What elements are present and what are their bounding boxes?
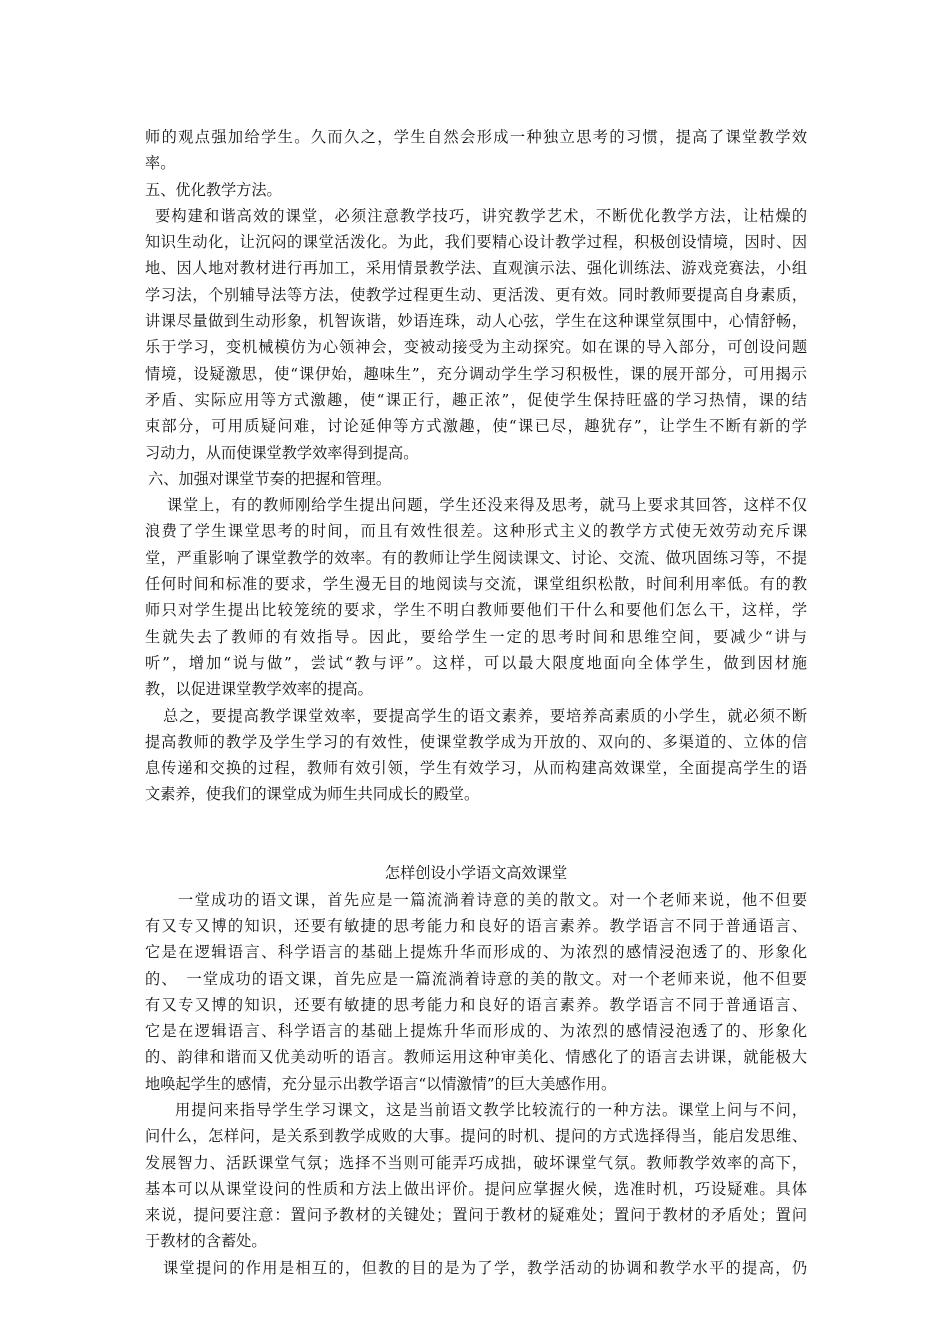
text-line-content: 堂，严重影响了课堂教学的效率。有的教师让学生阅读课文、讨论、交流、做巩固练习等，不提 xyxy=(145,548,807,567)
text-line xyxy=(145,597,807,623)
text-line xyxy=(145,308,807,334)
text-line-content: 讲课尽量做到生动形象，机智诙谐，妙语连珠，动人心弦，学生在这种课堂氛围中，心情舒畅， xyxy=(145,312,807,331)
text-line xyxy=(145,1044,807,1070)
text-line-content: 地唤起学生的感情，充分显示出教学语言“以情激情”的巨大美感作用。 xyxy=(145,1074,617,1093)
text-line-content: 六、加强对课堂节奏的把握和管理。 xyxy=(148,469,391,488)
text-line-content: 基本可以从课堂设问的性质和方法上做出评价。提问应掌握火候，选准时机，巧设疑难。具体 xyxy=(145,1179,807,1198)
section-gap xyxy=(145,834,807,860)
text-line-content: 束部分，可用质疑问难，讨论延伸等方式激趣，使“课已尽，趣犹存”，让学生不断有新的学 xyxy=(145,417,807,436)
text-line xyxy=(145,939,807,965)
text-line-content: 情境，设疑激思，使“课伊始，趣味生”，充分调动学生学习积极性，课的展开部分，可用揭示 xyxy=(145,364,807,383)
text-line xyxy=(145,1018,807,1044)
text-line-content: 五、优化教学方法。 xyxy=(145,180,282,199)
text-line-content: 乐于学习，变机械模仿为心领神会，变被动接受为主动探究。如在课的导入部分，可创设问题 xyxy=(145,338,807,357)
text-line-content: 文素养，使我们的课堂成为师生共同成长的殿堂。 xyxy=(145,785,480,804)
text-line xyxy=(145,703,807,729)
text-line xyxy=(145,624,807,650)
text-line-content: 总之，要提高教学课堂效率，要提高学生的语文素养，要培养高素质的小学生，就必须不断 xyxy=(163,706,807,725)
text-line-content: 课堂提问的作用是相互的，但教的目的是为了学，教学活动的协调和教学水平的提高，仍 xyxy=(163,1258,807,1277)
text-line xyxy=(145,781,807,807)
text-line-content: 于教材的含蓄处。 xyxy=(145,1232,267,1251)
text-line xyxy=(145,1202,807,1228)
text-line xyxy=(145,1176,807,1202)
text-line-content: 教，以促进课堂教学效率的提高。 xyxy=(145,680,373,699)
text-line-content: 地、因人地对教材进行再加工，采用情景教学法、直观演示法、强化训练法、游戏竞赛法，小组 xyxy=(145,259,807,278)
text-line xyxy=(145,518,807,544)
text-line-content: 知识生动化，让沉闷的课堂活泼化。为此，我们要精心设计教学过程，积极创设情境，因时、因 xyxy=(145,233,807,252)
text-line xyxy=(145,571,807,597)
text-line-content: 的、 一堂成功的语文课，首先应是一篇流淌着诗意的美的散文。对一个老师来说，他不但要 xyxy=(145,969,807,988)
text-line xyxy=(145,650,807,676)
text-line xyxy=(145,992,807,1018)
text-line xyxy=(145,440,807,466)
article-section-1 xyxy=(145,124,807,808)
text-line xyxy=(145,676,807,702)
text-line-content: 用提问来指导学生学习课文，这是当前语文教学比较流行的一种方法。课堂上问与不问， xyxy=(175,1100,807,1119)
text-line xyxy=(145,1228,807,1254)
text-line-content: 的、韵律和谐而又优美动听的语言。教师运用这种审美化、情感化了的语言去讲课，就能极大 xyxy=(145,1048,807,1067)
text-line-content: 来说，提问要注意：置问予教材的关键处；置问于教材的疑难处；置问于教材的矛盾处；置问 xyxy=(145,1206,807,1225)
text-line xyxy=(145,1150,807,1176)
article-title xyxy=(145,860,807,886)
article-title-text: 怎样创设小学语文高效课堂 xyxy=(384,864,568,883)
article-section-2 xyxy=(145,887,807,1281)
text-line-content: 率。 xyxy=(145,154,176,173)
text-line xyxy=(145,334,807,360)
text-line xyxy=(145,124,807,150)
text-line-content: 一堂成功的语文课，首先应是一篇流淌着诗意的美的散文。对一个老师来说，他不但要 xyxy=(178,890,807,909)
text-line xyxy=(145,492,807,518)
text-line xyxy=(145,1123,807,1149)
document-body xyxy=(145,124,807,1281)
text-line-content: 问什么，怎样问，是关系到教学成败的大事。提问的时机、提问的方式选择得当，能启发思维、 xyxy=(145,1127,807,1146)
text-line-content: 发展智力、活跃课堂气氛；选择不当则可能弄巧成拙，破坏课堂气氛。教师教学效率的高下， xyxy=(145,1153,807,1172)
text-line-content: 提高教师的教学及学生学习的有效性，使课堂教学成为开放的、双向的、多渠道的、立体的信 xyxy=(145,732,807,751)
text-line-content: 它是在逻辑语言、科学语言的基础上提炼升华而形成的、为浓烈的感情浸泡透了的、形象化 xyxy=(145,943,807,962)
text-line-content: 有又专又博的知识，还要有敏捷的思考能力和良好的语言素养。教学语言不同于普通语言、 xyxy=(145,995,807,1014)
text-line xyxy=(145,966,807,992)
text-line-content: 师只对学生提出比较笼统的要求，学生不明白教师要他们干什么和要他们怎么干，这样，学 xyxy=(145,601,807,620)
text-line xyxy=(145,255,807,281)
text-line xyxy=(145,361,807,387)
text-line xyxy=(145,913,807,939)
text-line xyxy=(145,203,807,229)
text-line xyxy=(145,177,807,203)
text-line xyxy=(145,887,807,913)
text-line-content: 师的观点强加给学生。久而久之，学生自然会形成一种独立思考的习惯，提高了课堂教学效 xyxy=(145,128,807,146)
text-line-content: 要构建和谐高效的课堂，必须注意教学技巧，讲究教学艺术，不断优化教学方法，让枯燥的 xyxy=(155,206,807,225)
text-line-content: 生就失去了教师的有效指导。因此，要给学生一定的思考时间和思维空间，要减少“讲与 xyxy=(145,627,807,646)
text-line xyxy=(145,1255,807,1281)
text-line xyxy=(145,150,807,176)
text-line-content: 听”，增加“说与做”，尝试“教与评”。这样，可以最大限度地面向全体学生，做到因材施 xyxy=(145,653,807,672)
text-line xyxy=(145,413,807,439)
text-line-content: 任何时间和标准的要求，学生漫无目的地阅读与交流，课堂组织松散，时间利用率低。有的教 xyxy=(145,575,807,594)
text-line-content: 息传递和交换的过程，教师有效引领，学生有效学习，从而构建高效课堂，全面提高学生的语 xyxy=(145,759,807,778)
text-line-content: 习动力，从而使课堂教学效率得到提高。 xyxy=(145,443,419,462)
text-line xyxy=(145,1097,807,1123)
text-line-content: 有又专又博的知识，还要有敏捷的思考能力和良好的语言素养。教学语言不同于普通语言、 xyxy=(145,916,807,935)
text-line-content: 它是在逻辑语言、科学语言的基础上提炼升华而形成的、为浓烈的感情浸泡透了的、形象化 xyxy=(145,1022,807,1041)
text-line-content: 课堂上，有的教师刚给学生提出问题，学生还没来得及思考，就马上要求其回答，这样不仅 xyxy=(167,496,807,515)
text-line xyxy=(145,1071,807,1097)
text-line xyxy=(145,387,807,413)
text-line xyxy=(145,282,807,308)
text-line-content: 学习法，个别辅导法等方法，使教学过程更生动、更活泼、更有效。同时教师要提高自身素质， xyxy=(145,285,807,304)
text-line xyxy=(145,545,807,571)
text-line xyxy=(145,729,807,755)
text-line-content: 浪费了学生课堂思考的时间，而且有效性很差。这种形式主义的教学方式使无效劳动充斥课 xyxy=(145,522,807,541)
section-gap xyxy=(145,808,807,834)
text-line xyxy=(145,466,807,492)
text-line xyxy=(145,229,807,255)
text-line xyxy=(145,755,807,781)
text-line-content: 矛盾、实际应用等方式激趣，使“课正行，趣正浓”，促使学生保持旺盛的学习热情，课的结 xyxy=(145,390,807,409)
